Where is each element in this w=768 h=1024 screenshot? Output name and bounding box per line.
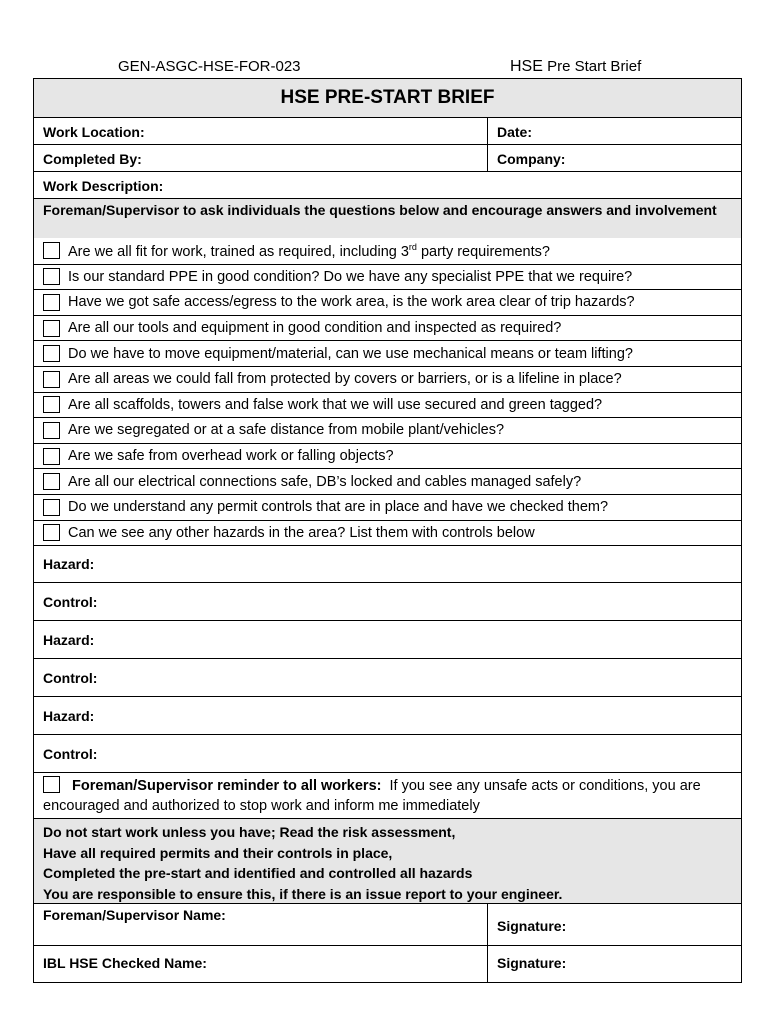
question-text: Are we all fit for work, trained as required, including 3rd party requirements? xyxy=(68,241,550,260)
hazard-field-2[interactable]: Hazard: xyxy=(34,620,741,658)
notice-line-1: Do not start work unless you have; Read the risk assessment, xyxy=(43,824,456,841)
question-checkbox[interactable] xyxy=(43,524,60,541)
question-checkbox[interactable] xyxy=(43,320,60,337)
notice-line-3: Completed the pre-start and identified and controlled all hazards xyxy=(43,865,473,882)
question-text: Do we understand any permit controls that are in place and have we checked them? xyxy=(68,499,609,516)
supervisor-reminder xyxy=(34,772,741,818)
question-checkbox[interactable] xyxy=(43,371,60,388)
document-name-prefix: HSE xyxy=(510,58,543,75)
completed-by-field[interactable]: Completed By: xyxy=(34,145,488,171)
ibl-signature-field[interactable]: Signature: xyxy=(497,955,567,972)
foreman-name-field[interactable]: Foreman/Supervisor Name: xyxy=(34,904,488,945)
question-row xyxy=(34,340,741,366)
control-field-3[interactable]: Control: xyxy=(34,734,741,772)
question-text: Are all areas we could fall from protected by covers or barriers, or is a lifeline in place? xyxy=(68,371,622,388)
question-row xyxy=(34,238,741,264)
company-field[interactable]: Company: xyxy=(497,151,566,167)
form-title: HSE PRE-START BRIEF xyxy=(34,79,741,117)
hazard-field-3[interactable]: Hazard: xyxy=(34,696,741,734)
question-text: Are all our tools and equipment in good condition and inspected as required? xyxy=(68,320,562,337)
document-name xyxy=(510,58,641,76)
reminder-checkbox[interactable] xyxy=(43,776,60,793)
notice-line-4: You are responsible to ensure this, if there is an issue report to your engineer. xyxy=(43,885,563,902)
location-date-row xyxy=(34,117,741,144)
reminder-heading: Foreman/Supervisor reminder to all workers: xyxy=(72,778,382,795)
question-row xyxy=(34,443,741,469)
control-field-2[interactable]: Control: xyxy=(34,658,741,696)
work-location-field[interactable]: Work Location: xyxy=(34,118,488,144)
question-text: Are all our electrical connections safe, DB’s locked and cables managed safely? xyxy=(68,473,582,490)
foreman-signature-row xyxy=(34,903,741,945)
foreman-signature-field[interactable]: Signature: xyxy=(497,918,567,935)
ibl-checked-name-field[interactable]: IBL HSE Checked Name: xyxy=(34,946,488,982)
pre-start-form xyxy=(33,78,742,983)
question-checkbox[interactable] xyxy=(43,448,60,465)
ibl-signature-row xyxy=(34,945,741,982)
question-checkbox[interactable] xyxy=(43,396,60,413)
question-row xyxy=(34,264,741,290)
document-name-rest: Pre Start Brief xyxy=(547,58,642,75)
question-checkbox[interactable] xyxy=(43,345,60,362)
question-text: Are we segregated or at a safe distance from mobile plant/vehicles? xyxy=(68,422,505,439)
question-row xyxy=(34,392,741,418)
question-row xyxy=(34,417,741,443)
question-checkbox[interactable] xyxy=(43,422,60,439)
question-text: Do we have to move equipment/material, can we use mechanical means or team lifting? xyxy=(68,345,633,362)
question-text: Have we got safe access/egress to the work area, is the work area clear of trip hazards? xyxy=(68,294,635,311)
supervisor-instruction: Foreman/Supervisor to ask individuals the questions below and encourage answers and involvement xyxy=(34,198,741,238)
question-list xyxy=(34,238,741,545)
question-row xyxy=(34,468,741,494)
question-checkbox[interactable] xyxy=(43,473,60,490)
safety-notice xyxy=(34,818,741,903)
question-text: Are all scaffolds, towers and false work that we will use secured and green tagged? xyxy=(68,396,603,413)
question-row xyxy=(34,315,741,341)
work-description-field[interactable]: Work Description: xyxy=(34,171,741,198)
date-field[interactable]: Date: xyxy=(497,124,533,140)
notice-line-2: Have all required permits and their controls in place, xyxy=(43,844,393,861)
question-row xyxy=(34,494,741,520)
question-row xyxy=(34,520,741,546)
question-text: Can we see any other hazards in the area? List them with controls below xyxy=(68,524,535,541)
question-row xyxy=(34,289,741,315)
hazard-field-1[interactable]: Hazard: xyxy=(34,545,741,582)
question-text: Is our standard PPE in good condition? Do we have any specialist PPE that we require? xyxy=(68,268,633,285)
reminder-text: If you see any unsafe acts or conditions, you are encouraged and authorized to stop work and inform me immediately xyxy=(43,778,701,815)
question-checkbox[interactable] xyxy=(43,499,60,516)
control-field-1[interactable]: Control: xyxy=(34,582,741,620)
question-text: Are we safe from overhead work or falling objects? xyxy=(68,448,394,465)
question-checkbox[interactable] xyxy=(43,242,60,259)
question-checkbox[interactable] xyxy=(43,268,60,285)
document-code: GEN-ASGC-HSE-FOR-023 xyxy=(118,58,301,75)
question-row xyxy=(34,366,741,392)
completed-company-row xyxy=(34,144,741,171)
question-checkbox[interactable] xyxy=(43,294,60,311)
